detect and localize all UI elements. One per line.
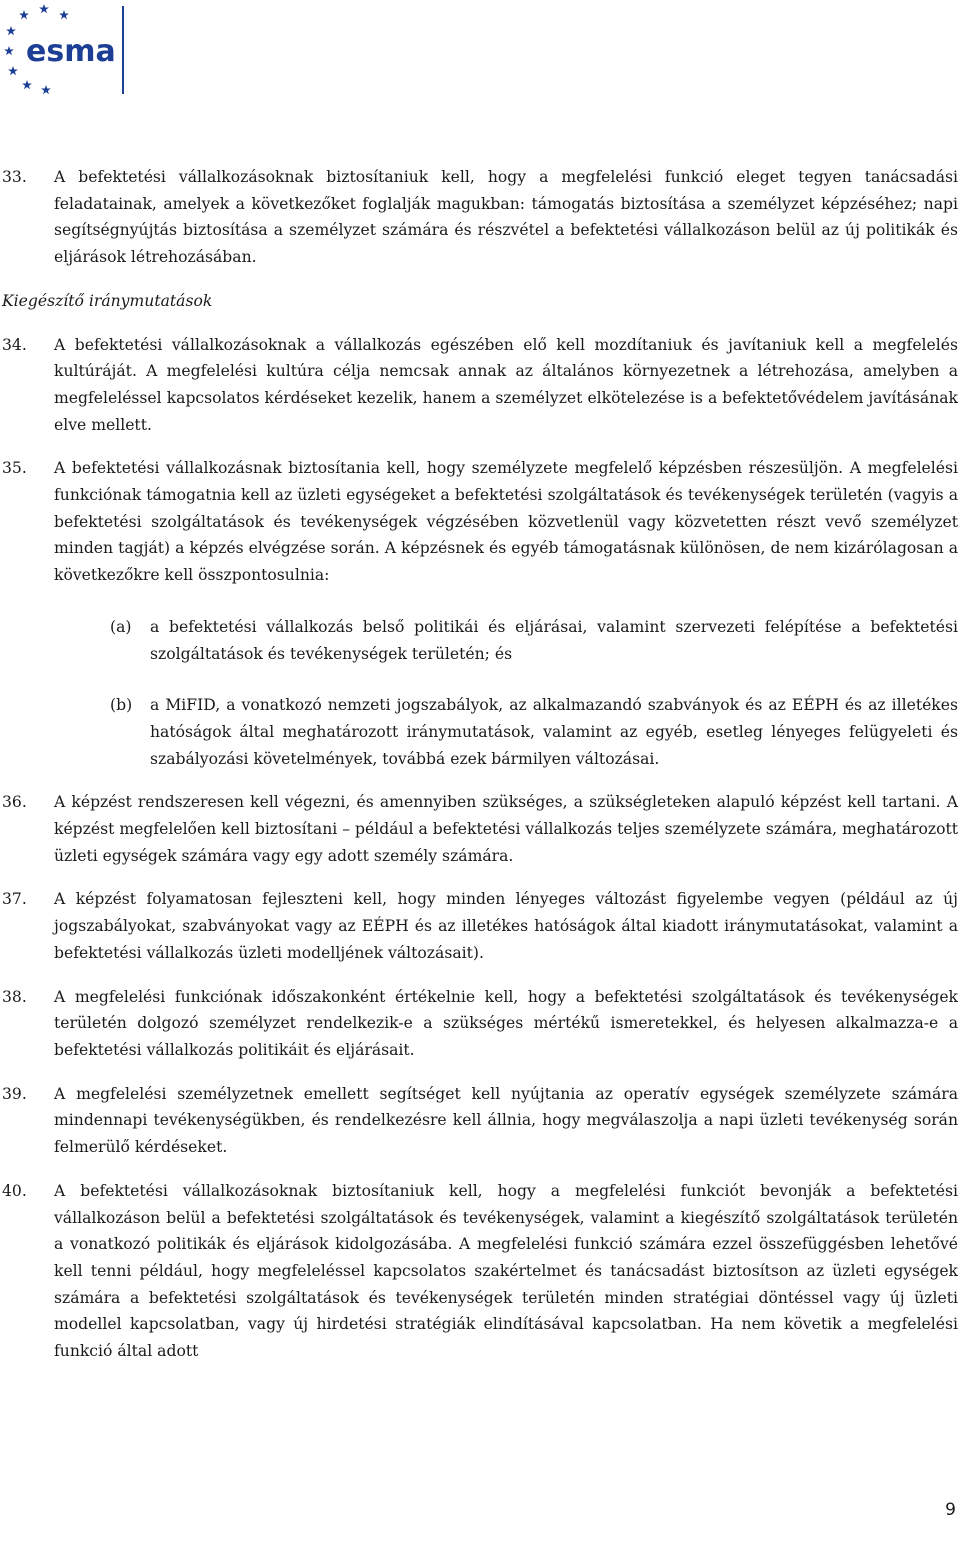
paragraph-number: 40. — [2, 1181, 27, 1200]
logo-divider — [122, 6, 124, 94]
paragraph-38 — [2, 984, 958, 1064]
paragraph-33 — [2, 164, 958, 271]
paragraph-34 — [2, 332, 958, 439]
paragraph-number: 37. — [2, 890, 27, 909]
paragraph-37 — [2, 886, 958, 966]
paragraph-text: A befektetési vállalkozásnak biztosítania kell, hogy személyzete megfelelő képzésben részesüljön. A megfelelési funkciónak támogatnia kell az üzleti egységeket a befektetési szolgáltatások és tevékenységek területén (vagyis a befektetési szolgáltatások és tevékenységek végzésében közvetlenül vagy közvetetten részt vevő személyzet minden tagját) a képzés elvégzése során. A képzésnek és egyéb támogatásnak különösen, de nem kizárólagosan a következőkre kell összpontosulnia: — [54, 459, 958, 585]
list-item-text: a befektetési vállalkozás belső politikái és eljárásai, valamint szervezeti felépítése a befektetési szolgáltatások és tevékenységek területén; és — [150, 617, 958, 663]
paragraph-40 — [2, 1178, 958, 1365]
paragraph-number: 33. — [2, 168, 27, 186]
paragraph-number: 39. — [2, 1084, 27, 1103]
paragraph-number: 38. — [2, 987, 27, 1006]
paragraph-number: 34. — [2, 335, 27, 354]
paragraph-text: A befektetési vállalkozásoknak biztosítaniuk kell, hogy a megfelelési funkció eleget tegyen tanácsadási feladatainak, amelyek a következőket foglalják magukban: támogatás biztosítása a személyzet képzéséhez; napi segítségnyújtás biztosítása a személyzet számára és részvétel a befektetési vállalkozáson belül az új politikák és eljárások létrehozásában. — [54, 168, 958, 267]
page-header — [0, 0, 960, 100]
paragraph-text: A megfelelési személyzetnek emellett segítséget kell nyújtania az operatív egységek személyzete számára mindennapi tevékenységükben, és rendelkezésre kell állnia, hogy megválaszolja a napi üzleti tevékenység során felmerülő kérdéseket. — [54, 1084, 958, 1157]
list-item-label: (a) — [110, 617, 132, 636]
paragraph-number: 36. — [2, 793, 27, 812]
section-heading: Kiegészítő iránymutatások — [2, 291, 213, 310]
paragraph-39 — [2, 1081, 958, 1161]
list-item-a — [2, 614, 958, 667]
paragraph-text: A befektetési vállalkozásoknak a vállalkozás egészében elő kell mozdítaniuk és javítaniuk kell a megfelelés kultúráját. A megfelelési kultúra célja nemcsak annak az általános környezetnek a létrehozása, amelyben a megfeleléssel kapcsolatos kérdéseket kezelik, hanem a személyzet elkötelezése is a befektetővédelem javításának elve mellett. — [54, 335, 958, 434]
paragraph-35 — [2, 455, 958, 589]
paragraph-text: A képzést folyamatosan fejleszteni kell, hogy minden lényeges változást figyelembe vegyen (például az új jogszabályokat, szabványokat vagy az EÉPH és az illetékes hatóságok által kiadott iránymutatásokat, valamint a befektetési vállalkozás üzleti modelljének változásait). — [54, 890, 958, 962]
paragraph-text: A befektetési vállalkozásoknak biztosítaniuk kell, hogy a megfelelési funkciót bevonják a befektetési vállalkozáson belül a befektetési szolgáltatások és tevékenységek, valamint a kiegészítő szolgáltatások területén a vonatkozó politikák és eljárások kidolgozásába. A megfelelési funkció számára ezzel összefüggésben lehetővé kell tenni például, hogy megfeleléssel kapcsolatos szakértelmet és tanácsadást biztosítson az üzleti egységek számára a befektetési szolgáltatások és tevékenységek területén minden stratégiai döntéssel vagy új üzleti modellel kapcsolatban, vagy új hirdetési stratégiák elindításával kapcsolatban. Ha nem követik a megfelelési funkció által adott — [54, 1181, 958, 1361]
esma-logo — [0, 0, 130, 100]
paragraph-36 — [2, 789, 958, 869]
document-body — [2, 164, 958, 1382]
page-number: 9 — [945, 1500, 956, 1520]
list-item-b — [2, 692, 958, 772]
list-item-text: a MiFID, a vonatkozó nemzeti jogszabályok, az alkalmazandó szabványok és az EÉPH és az illetékes hatóságok által meghatározott iránymutatások, valamint az egyéb, esetleg lényeges felügyeleti és szabályozási követelmények, továbbá ezek bármilyen változásai. — [150, 696, 958, 768]
paragraph-number: 35. — [2, 459, 27, 478]
paragraph-text: A képzést rendszeresen kell végezni, és amennyiben szükséges, a szükségleteken alapuló képzést kell tartani. A képzést megfelelően kell biztosítani – például a befektetési vállalkozás teljes személyzete számára, meghatározott üzleti egységek számára vagy egy adott személy számára. — [54, 793, 958, 865]
paragraph-text: A megfelelési funkciónak időszakonként értékelnie kell, hogy a befektetési szolgáltatások és tevékenységek területén dolgozó személyzet rendelkezik-e a szükséges mértékű ismeretekkel, és helyesen alkalmazza-e a befektetési vállalkozás politikáit és eljárásait. — [54, 987, 958, 1059]
logo-text: esma — [26, 34, 116, 69]
list-item-label: (b) — [110, 696, 133, 715]
